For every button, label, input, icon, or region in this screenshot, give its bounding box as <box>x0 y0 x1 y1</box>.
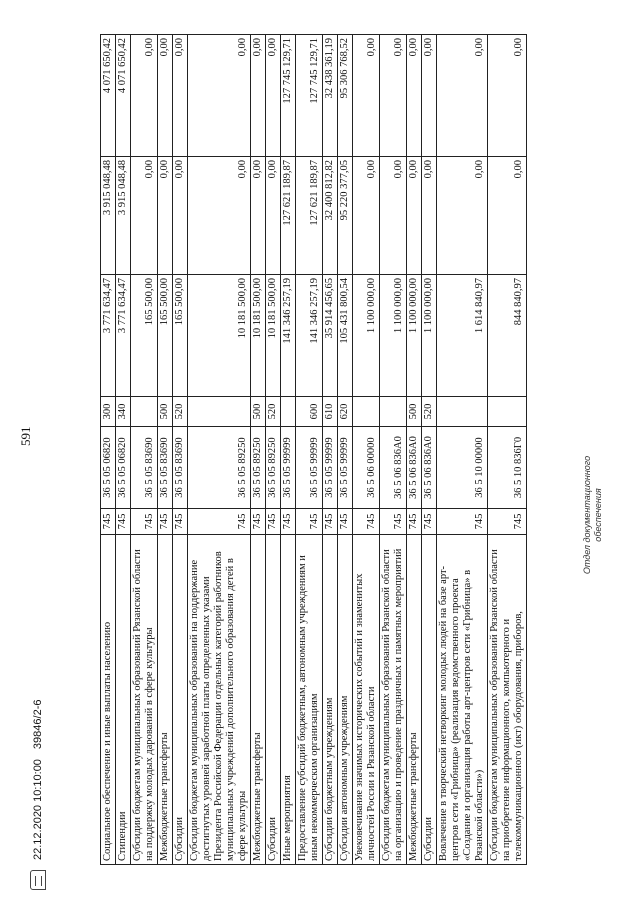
row-vr-code: 500 <box>158 397 173 427</box>
row-vr-code: 300 <box>101 397 116 427</box>
row-sum-1: 3 771 634,47 <box>116 275 131 397</box>
row-sum-3: 0,00 <box>173 35 188 157</box>
row-csr-code: 36 5 05 83690 <box>158 427 173 509</box>
row-name: Субсидии <box>422 535 437 865</box>
row-sum-1: 10 181 500,00 <box>251 275 266 397</box>
row-csr-code: 36 5 05 99999 <box>281 427 296 509</box>
table-row <box>296 35 323 865</box>
row-name: Субсидии бюджетам муниципальных образований на поддержание достигнутых уровней заработной платы определенных указами Президента Российской Федерации отдельных категорий работников муниципальных учреждений дополнительного образования детей в сфере культуры <box>188 535 251 865</box>
row-sum-3: 0,00 <box>158 35 173 157</box>
row-csr-code: 36 5 05 83690 <box>173 427 188 509</box>
row-gr-code: 745 <box>323 509 338 535</box>
row-csr-code: 36 5 05 06820 <box>101 427 116 509</box>
row-gr-code: 745 <box>101 509 116 535</box>
row-name: Субсидии бюджетам муниципальных образований Рязанской области на организацию и проведение праздничных и памятных мероприятий <box>380 535 407 865</box>
row-sum-3: 4 071 650,42 <box>116 35 131 157</box>
row-sum-1: 35 914 456,65 <box>323 275 338 397</box>
table-row <box>281 35 296 865</box>
row-vr-code: 500 <box>407 397 422 427</box>
row-sum-2: 127 621 189,87 <box>281 157 296 275</box>
row-name: Субсидии <box>266 535 281 865</box>
row-name: Субсидии <box>173 535 188 865</box>
table-row <box>251 35 266 865</box>
row-gr-code: 745 <box>422 509 437 535</box>
row-name: Увековечивание значимых исторических событий и знаменитых личностей России и Рязанской области <box>353 535 380 865</box>
row-vr-code <box>488 397 527 427</box>
row-vr-code <box>188 397 251 427</box>
row-name: Предоставление субсидий бюджетным, автономным учреждениям и иным некоммерческим организациям <box>296 535 323 865</box>
row-sum-3: 0,00 <box>437 35 488 157</box>
row-gr-code: 745 <box>188 509 251 535</box>
table-row <box>266 35 281 865</box>
row-name: Субсидии автономным учреждениям <box>338 535 353 865</box>
stamp-line-2: обеспечения <box>593 488 603 542</box>
row-gr-code: 745 <box>281 509 296 535</box>
row-vr-code: 340 <box>116 397 131 427</box>
row-gr-code: 745 <box>251 509 266 535</box>
row-gr-code: 745 <box>131 509 158 535</box>
row-sum-3: 127 745 129,71 <box>281 35 296 157</box>
footer-datetime: 22.12.2020 10:10:00 <box>32 759 44 860</box>
row-sum-2: 0,00 <box>353 157 380 275</box>
row-gr-code: 745 <box>116 509 131 535</box>
row-gr-code: 745 <box>437 509 488 535</box>
row-sum-1: 1 100 000,00 <box>353 275 380 397</box>
department-stamp <box>582 410 604 620</box>
row-sum-3: 0,00 <box>422 35 437 157</box>
row-sum-2: 0,00 <box>380 157 407 275</box>
row-sum-3: 0,00 <box>407 35 422 157</box>
budget-table-body <box>101 35 527 865</box>
row-name: Межбюджетные трансферты <box>158 535 173 865</box>
row-sum-1: 1 100 000,00 <box>380 275 407 397</box>
row-sum-1: 105 431 800,54 <box>338 275 353 397</box>
row-sum-2: 0,00 <box>131 157 158 275</box>
row-csr-code: 36 5 05 99999 <box>338 427 353 509</box>
row-gr-code: 745 <box>380 509 407 535</box>
row-sum-1: 165 500,00 <box>158 275 173 397</box>
row-sum-1: 10 181 500,00 <box>188 275 251 397</box>
row-sum-1: 10 181 500,00 <box>266 275 281 397</box>
row-sum-1: 1 100 000,00 <box>422 275 437 397</box>
row-gr-code: 745 <box>266 509 281 535</box>
row-sum-2: 0,00 <box>488 157 527 275</box>
row-sum-1: 1 614 840,97 <box>437 275 488 397</box>
row-sum-2: 0,00 <box>188 157 251 275</box>
row-csr-code: 36 5 05 89250 <box>266 427 281 509</box>
row-name: Стипендии <box>116 535 131 865</box>
row-sum-1: 165 500,00 <box>131 275 158 397</box>
row-sum-1: 165 500,00 <box>173 275 188 397</box>
row-sum-1: 141 346 257,19 <box>296 275 323 397</box>
table-row <box>353 35 380 865</box>
table-row <box>380 35 407 865</box>
row-vr-code: 600 <box>296 397 323 427</box>
row-sum-2: 95 220 377,05 <box>338 157 353 275</box>
row-csr-code: 36 5 10 00000 <box>437 427 488 509</box>
row-vr-code <box>380 397 407 427</box>
row-name: Межбюджетные трансферты <box>251 535 266 865</box>
row-sum-3: 0,00 <box>266 35 281 157</box>
row-sum-3: 0,00 <box>353 35 380 157</box>
stamp-line-1: Отдел документационного <box>582 455 592 575</box>
row-name: Межбюджетные трансферты <box>407 535 422 865</box>
row-sum-2: 0,00 <box>266 157 281 275</box>
row-name: Субсидии бюджетам муниципальных образований Рязанской области на поддержку молодых дарований в сфере культуры <box>131 535 158 865</box>
row-csr-code: 36 5 06 836А0 <box>380 427 407 509</box>
table-row <box>158 35 173 865</box>
row-gr-code: 745 <box>407 509 422 535</box>
table-row <box>338 35 353 865</box>
row-sum-2: 32 400 812,82 <box>323 157 338 275</box>
row-vr-code <box>353 397 380 427</box>
row-gr-code: 745 <box>488 509 527 535</box>
row-vr-code <box>437 397 488 427</box>
row-vr-code <box>281 397 296 427</box>
row-sum-3: 127 745 129,71 <box>296 35 323 157</box>
row-csr-code: 36 5 10 836Г0 <box>488 427 527 509</box>
row-sum-1: 3 771 634,47 <box>101 275 116 397</box>
budget-table-container <box>100 35 640 865</box>
row-name: Иные мероприятия <box>281 535 296 865</box>
row-csr-code: 36 5 05 89250 <box>251 427 266 509</box>
table-row <box>188 35 251 865</box>
row-sum-3: 0,00 <box>380 35 407 157</box>
row-gr-code: 745 <box>158 509 173 535</box>
table-row <box>131 35 158 865</box>
page-number: 591 <box>18 426 33 446</box>
row-sum-2: 0,00 <box>407 157 422 275</box>
printer-logo-icon <box>30 870 46 890</box>
table-row <box>422 35 437 865</box>
row-vr-code: 500 <box>251 397 266 427</box>
table-row <box>323 35 338 865</box>
budget-table <box>100 34 527 865</box>
row-name: Социальное обеспечение и иные выплаты населению <box>101 535 116 865</box>
row-vr-code: 620 <box>338 397 353 427</box>
row-sum-2: 127 621 189,87 <box>296 157 323 275</box>
row-sum-2: 3 915 048,48 <box>101 157 116 275</box>
row-vr-code: 520 <box>266 397 281 427</box>
row-csr-code: 36 5 06 00000 <box>353 427 380 509</box>
row-csr-code: 36 5 05 89250 <box>188 427 251 509</box>
row-vr-code: 520 <box>173 397 188 427</box>
row-sum-2: 0,00 <box>173 157 188 275</box>
row-gr-code: 745 <box>296 509 323 535</box>
table-row <box>173 35 188 865</box>
footer-doc-code: 39846/2-6 <box>32 699 44 750</box>
table-row <box>437 35 488 865</box>
row-vr-code <box>131 397 158 427</box>
row-csr-code: 36 5 06 836А0 <box>407 427 422 509</box>
row-name: Вовлечение в творческий нетворкинг молодых людей на базе арт-центров сети «Грибница» (реализация ведомственного проекта «Создание и организация работы арт-центров сети «Грибница» в Рязанской области») <box>437 535 488 865</box>
row-sum-1: 141 346 257,19 <box>281 275 296 397</box>
row-sum-3: 95 306 768,52 <box>338 35 353 157</box>
row-csr-code: 36 5 05 99999 <box>323 427 338 509</box>
table-row <box>101 35 116 865</box>
row-csr-code: 36 5 05 06820 <box>116 427 131 509</box>
row-sum-3: 0,00 <box>488 35 527 157</box>
footer <box>28 630 48 890</box>
row-gr-code: 745 <box>173 509 188 535</box>
row-gr-code: 745 <box>338 509 353 535</box>
row-sum-2: 0,00 <box>251 157 266 275</box>
row-csr-code: 36 5 05 99999 <box>296 427 323 509</box>
row-sum-3: 32 438 361,19 <box>323 35 338 157</box>
row-sum-3: 0,00 <box>251 35 266 157</box>
row-sum-3: 0,00 <box>131 35 158 157</box>
row-sum-1: 844 840,97 <box>488 275 527 397</box>
row-sum-3: 0,00 <box>188 35 251 157</box>
row-name: Субсидии бюджетам муниципальных образований Рязанской области на приобретение информационного, компьютерного и телекоммуникационного (икт) оборудования, приборов, <box>488 535 527 865</box>
row-vr-code: 610 <box>323 397 338 427</box>
row-name: Субсидии бюджетным учреждениям <box>323 535 338 865</box>
row-sum-3: 4 071 650,42 <box>101 35 116 157</box>
row-gr-code: 745 <box>353 509 380 535</box>
row-sum-2: 0,00 <box>437 157 488 275</box>
table-row <box>407 35 422 865</box>
row-csr-code: 36 5 06 836А0 <box>422 427 437 509</box>
row-sum-2: 0,00 <box>422 157 437 275</box>
row-sum-2: 3 915 048,48 <box>116 157 131 275</box>
row-vr-code: 520 <box>422 397 437 427</box>
row-csr-code: 36 5 05 83690 <box>131 427 158 509</box>
table-row <box>488 35 527 865</box>
row-sum-2: 0,00 <box>158 157 173 275</box>
table-row <box>116 35 131 865</box>
row-sum-1: 1 100 000,00 <box>407 275 422 397</box>
